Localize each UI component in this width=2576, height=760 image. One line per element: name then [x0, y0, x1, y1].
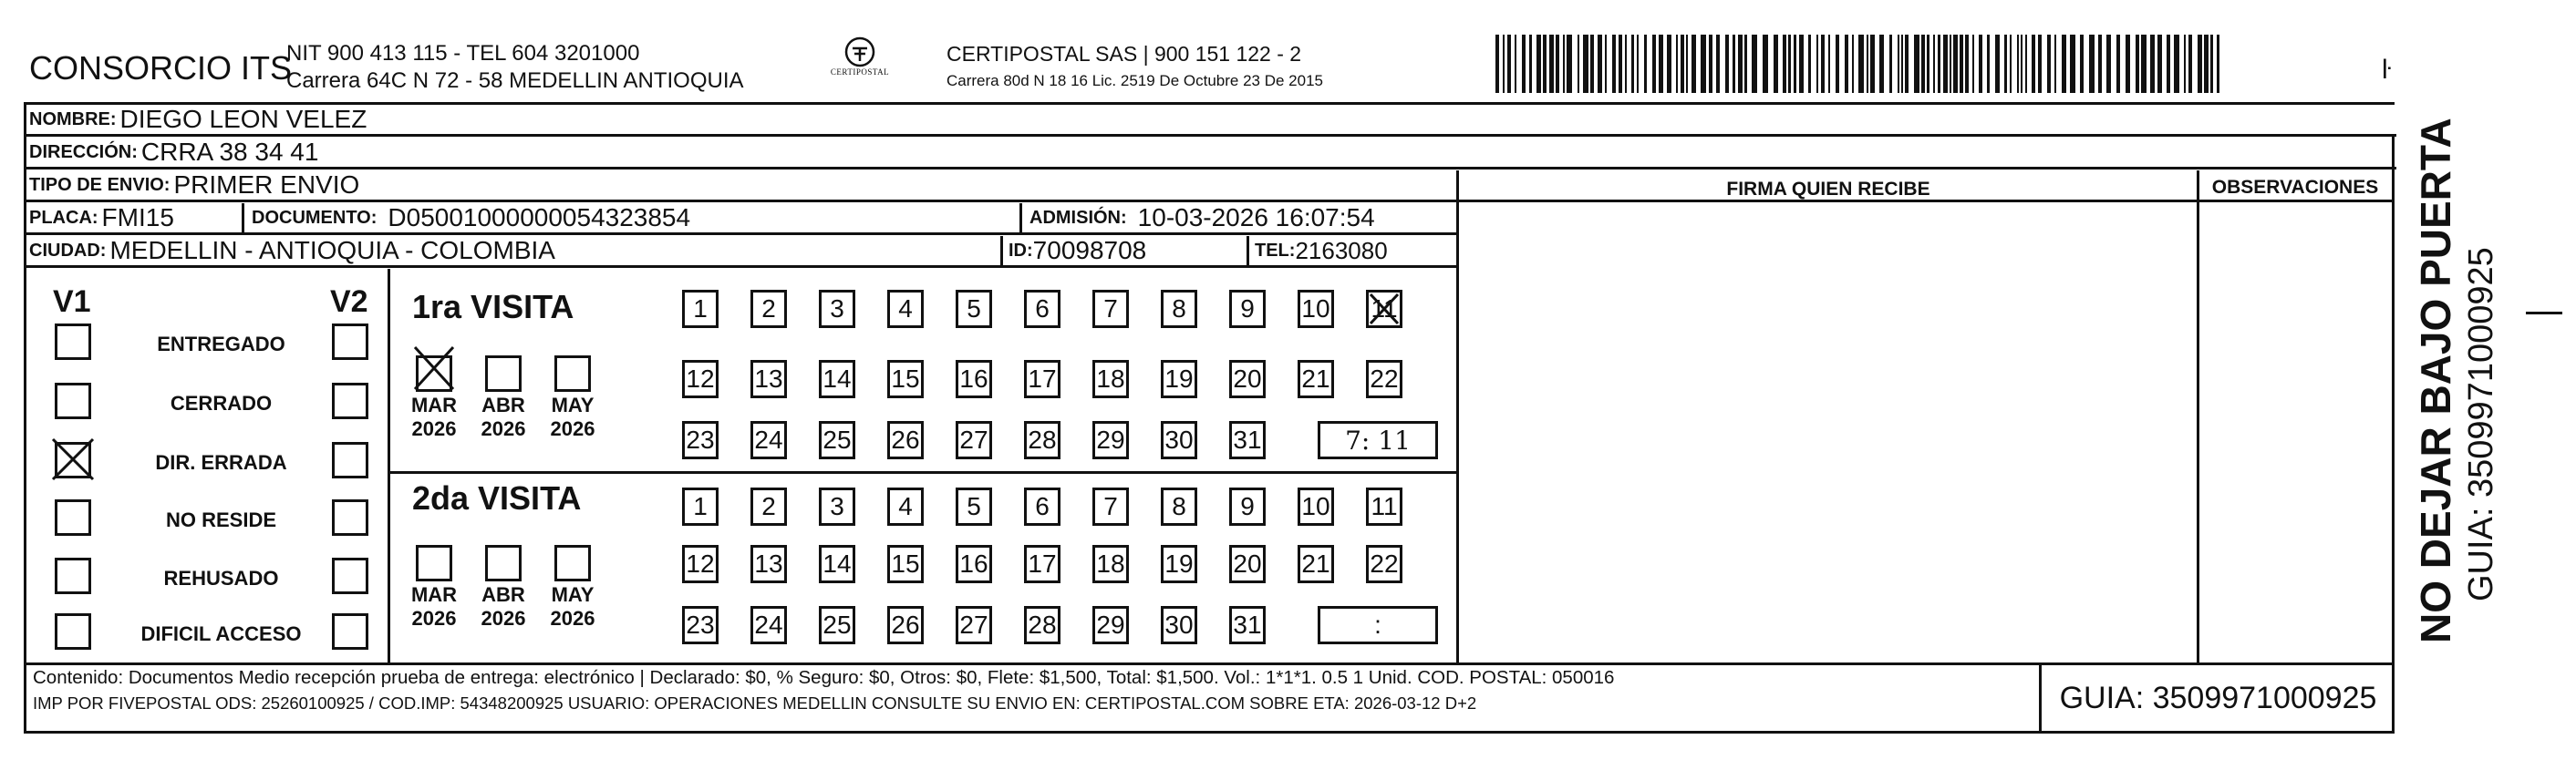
footer-line-1: Contenido: Documentos Medio recepción prueba de entrega: electrónico | Declarado: $0, % Seguro: $0, Otros: $0, Flete: $1,500, Total: $1,500. Vol.: 1*1*1. 0.5 1 Unid. COD. POSTAL: 050016	[33, 667, 1615, 688]
reason-label: NO RESIDE	[165, 508, 277, 531]
day-box[interactable]: 4	[887, 290, 924, 328]
month-label: ABR 2026	[481, 394, 526, 440]
day-box[interactable]: 13	[750, 360, 787, 398]
time-box[interactable]: 7: 11	[1318, 421, 1438, 459]
day-box[interactable]: 28	[1024, 421, 1060, 459]
observaciones-header: OBSERVACIONES	[2211, 177, 2379, 198]
day-box[interactable]: 21	[1298, 360, 1334, 398]
day-box[interactable]: 9	[1229, 488, 1266, 526]
v1-checkbox[interactable]	[55, 324, 91, 360]
side-warning: NO DEJAR BAJO PUERTA	[2412, 118, 2459, 643]
day-box[interactable]: 27	[956, 606, 992, 644]
v2-checkbox[interactable]	[332, 442, 368, 478]
documento-label: DOCUMENTO:	[252, 207, 378, 228]
day-box[interactable]: 2	[750, 488, 787, 526]
day-box[interactable]: 4	[887, 488, 924, 526]
day-box[interactable]: 6	[1024, 488, 1060, 526]
row-direccion	[26, 138, 2396, 169]
day-box[interactable]: 29	[1092, 421, 1129, 459]
tipo-value: PRIMER ENVIO	[173, 170, 360, 199]
v2-checkbox[interactable]	[332, 383, 368, 419]
day-box[interactable]: 23	[682, 606, 719, 644]
v2-checkbox[interactable]	[332, 324, 368, 360]
certipostal-logo-icon	[830, 36, 890, 91]
day-box[interactable]: 22	[1366, 360, 1402, 398]
month-check-mark	[412, 344, 456, 392]
day-box[interactable]: 26	[887, 421, 924, 459]
second-visit-title: 2da VISITA	[412, 479, 582, 517]
day-box[interactable]: 24	[750, 421, 787, 459]
tipo-label: TIPO DE ENVIO:	[29, 174, 171, 195]
day-box[interactable]: 5	[956, 290, 992, 328]
day-box[interactable]: 17	[1024, 545, 1060, 583]
day-box[interactable]: 1	[682, 488, 719, 526]
day-box[interactable]: 18	[1092, 545, 1129, 583]
logo-text: CERTIPOSTAL	[830, 67, 890, 77]
day-box[interactable]: 25	[819, 606, 855, 644]
month-label: MAR 2026	[410, 394, 458, 440]
courier-license: Carrera 80d N 18 16 Lic. 2519 De Octubre 23 De 2015	[947, 72, 1323, 89]
v2-checkbox[interactable]	[332, 499, 368, 536]
day-box[interactable]: 10	[1298, 290, 1334, 328]
company-info	[286, 40, 744, 95]
month-label: MAY 2026	[550, 394, 595, 440]
time-box[interactable]: :	[1318, 606, 1438, 644]
day-box[interactable]: 30	[1161, 421, 1197, 459]
admision-value: 10-03-2026 16:07:54	[1137, 203, 1375, 231]
day-box[interactable]: 31	[1229, 606, 1266, 644]
tel-value: 2163080	[1295, 236, 1388, 264]
v1-checkbox[interactable]	[55, 499, 91, 536]
day-box[interactable]: 6	[1024, 290, 1060, 328]
footer-line-2: IMP POR FIVEPOSTAL ODS: 25260100925 / COD.IMP: 54348200925 USUARIO: OPERACIONES MEDELLIN CONSULTE SU ENVIO EN: CERTIPOSTAL.COM SOBRE ETA: 2026-03-12 D+2	[33, 693, 1477, 713]
v1-checkbox[interactable]	[55, 558, 91, 594]
day-box[interactable]: 12	[682, 545, 719, 583]
day-box[interactable]: 7	[1092, 290, 1129, 328]
row-nombre	[26, 105, 2396, 137]
frame-right	[2392, 155, 2395, 665]
day-box[interactable]: 7	[1092, 488, 1129, 526]
corner-mark: ŀ	[2382, 55, 2392, 85]
nit-line: NIT 900 413 115 - TEL 604 3201000	[286, 41, 640, 66]
day-box[interactable]: 12	[682, 360, 719, 398]
side-guia: GUIA: 3509971000925	[2462, 247, 2500, 601]
day-box[interactable]: 22	[1366, 545, 1402, 583]
day-check-mark	[1368, 292, 1401, 326]
company-name: CONSORCIO ITS	[29, 49, 293, 87]
day-box[interactable]: 28	[1024, 606, 1060, 644]
placa-label: PLACA:	[29, 207, 98, 228]
day-box[interactable]: 24	[750, 606, 787, 644]
day-box[interactable]: 17	[1024, 360, 1060, 398]
v1-checkbox[interactable]	[55, 383, 91, 419]
day-box[interactable]: 3	[819, 290, 855, 328]
month-checkbox[interactable]	[554, 545, 591, 581]
month-checkbox[interactable]	[485, 545, 522, 581]
day-box[interactable]: 15	[887, 545, 924, 583]
firma-header: FIRMA QUIEN RECIBE	[1726, 179, 1930, 200]
month-checkbox[interactable]	[485, 355, 522, 392]
nombre-label: NOMBRE:	[29, 108, 117, 129]
day-box[interactable]: 30	[1161, 606, 1197, 644]
day-box[interactable]: 8	[1161, 290, 1197, 328]
direccion-label: DIRECCIÓN:	[29, 141, 138, 162]
month-checkbox[interactable]	[416, 545, 452, 581]
day-box[interactable]: 13	[750, 545, 787, 583]
day-box[interactable]: 26	[887, 606, 924, 644]
day-box[interactable]: 25	[819, 421, 855, 459]
first-visit-title: 1ra VISITA	[412, 288, 574, 325]
reason-label: CERRADO	[170, 392, 273, 415]
courier-info	[947, 40, 1323, 95]
v1-checkbox[interactable]	[55, 613, 91, 650]
ciudad-value: MEDELLIN - ANTIOQUIA - COLOMBIA	[109, 236, 555, 264]
reason-label: DIR. ERRADA	[155, 451, 287, 474]
day-box[interactable]: 31	[1229, 421, 1266, 459]
id-value: 70098708	[1032, 236, 1147, 264]
day-box[interactable]: 16	[956, 360, 992, 398]
row-ciudad	[26, 236, 1459, 268]
v2-header: V2	[330, 284, 368, 319]
v2-checkbox[interactable]	[332, 558, 368, 594]
day-box[interactable]: 18	[1092, 360, 1129, 398]
day-box[interactable]: 3	[819, 488, 855, 526]
reason-label: DIFICIL ACCESO	[140, 622, 302, 645]
day-box[interactable]: 14	[819, 360, 855, 398]
month-label: MAY 2026	[550, 583, 595, 630]
ciudad-label: CIUDAD:	[29, 240, 107, 261]
day-box[interactable]: 5	[956, 488, 992, 526]
day-box[interactable]: 21	[1298, 545, 1334, 583]
courier-line: CERTIPOSTAL SAS | 900 151 122 - 2	[947, 42, 1302, 66]
month-label: ABR 2026	[481, 583, 526, 630]
day-box[interactable]: 19	[1161, 360, 1197, 398]
id-label: ID:	[1009, 240, 1033, 261]
day-box[interactable]: 20	[1229, 360, 1266, 398]
day-box[interactable]: 23	[682, 421, 719, 459]
day-box[interactable]: 9	[1229, 290, 1266, 328]
admision-label: ADMISIÓN:	[1029, 207, 1127, 228]
day-box[interactable]: 27	[956, 421, 992, 459]
day-box[interactable]: 11	[1366, 290, 1402, 328]
day-box[interactable]: 20	[1229, 545, 1266, 583]
v2-checkbox[interactable]	[332, 613, 368, 650]
day-box[interactable]: 10	[1298, 488, 1334, 526]
month-label: MAR 2026	[410, 583, 458, 630]
day-box[interactable]: 19	[1161, 545, 1197, 583]
day-box[interactable]: 29	[1092, 606, 1129, 644]
guia-box: GUIA: 3509971000925	[2059, 680, 2377, 715]
day-box[interactable]: 2	[750, 290, 787, 328]
day-box[interactable]: 1	[682, 290, 719, 328]
placa-value: FMI15	[101, 203, 174, 231]
reason-label: ENTREGADO	[157, 333, 285, 355]
month-checkbox[interactable]	[554, 355, 591, 392]
day-box[interactable]: 15	[887, 360, 924, 398]
barcode	[1495, 35, 2225, 93]
day-box[interactable]: 8	[1161, 488, 1197, 526]
v1-header: V1	[53, 284, 91, 319]
day-box[interactable]: 14	[819, 545, 855, 583]
address-line: Carrera 64C N 72 - 58 MEDELLIN ANTIOQUIA	[286, 68, 744, 93]
nombre-value: DIEGO LEON VELEZ	[119, 105, 367, 133]
row-placa	[26, 203, 1459, 235]
row-tipo-envio	[26, 170, 1459, 202]
documento-value: D05001000000054323854	[388, 203, 691, 231]
reason-label: REHUSADO	[163, 567, 279, 590]
day-box[interactable]: 16	[956, 545, 992, 583]
direccion-value: CRRA 38 34 41	[140, 138, 319, 166]
tel-label: TEL:	[1255, 240, 1296, 261]
v1-check-mark	[50, 436, 96, 482]
day-box[interactable]: 11	[1366, 488, 1402, 526]
